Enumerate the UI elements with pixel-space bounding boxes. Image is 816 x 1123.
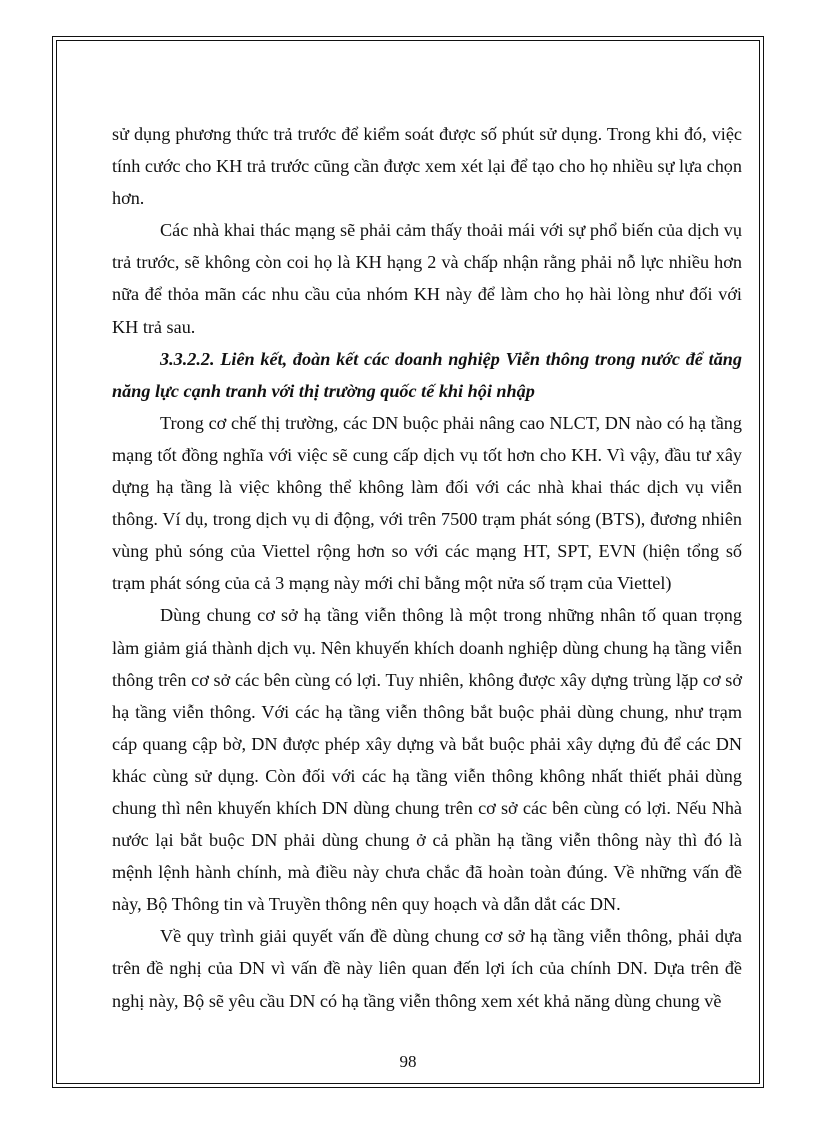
section-heading: 3.3.2.2. Liên kết, đoàn kết các doanh nghiệp Viễn thông trong nước để tăng năng lực cạnh tranh với thị trường quốc tế khi hội nhập [112,348,742,401]
paragraph-continuation: sử dụng phương thức trả trước để kiểm soát được số phút sử dụng. Trong khi đó, việc tính cước cho KH trả trước cũng cần được xem xét lại để tạo cho họ nhiều sự lựa chọn hơn. [112,124,742,209]
paragraph-prepaid-operators: Các nhà khai thác mạng sẽ phải cảm thấy thoải mái với sự phổ biến của dịch vụ trả trước, sẽ không còn coi họ là KH hạng 2 và chấp nhận rằng phải nỗ lực nhiều hơn nữa để thỏa mãn các nhu cầu của nhóm KH này để làm cho họ hài lòng như đối với KH trả sau. [112,220,742,337]
paragraph-market-mechanism: Trong cơ chế thị trường, các DN buộc phải nâng cao NLCT, DN nào có hạ tầng mạng tốt đồng nghĩa với việc sẽ cung cấp dịch vụ tốt hơn cho KH. Vì vậy, đầu tư xây dựng hạ tầng là việc không thể không làm đối với các nhà khai thác dịch vụ viễn thông. Ví dụ, trong dịch vụ di động, với trên 7500 trạm phát sóng (BTS), đương nhiên vùng phủ sóng của Viettel rộng hơn so với các mạng HT, SPT, EVN (hiện tổng số trạm phát sóng của cả 3 mạng này mới chỉ bằng một nửa số trạm của Viettel) [112,412,742,594]
paragraph-shared-infrastructure: Dùng chung cơ sở hạ tầng viễn thông là một trong những nhân tố quan trọng làm giảm giá thành dịch vụ. Nên khuyến khích doanh nghiệp dùng chung hạ tầng viễn thông trên cơ sở các bên cùng có lợi. Tuy nhiên, không được xây dựng trùng lặp cơ sở hạ tầng viễn thông. Với các hạ tầng viễn thông bắt buộc phải dùng chung, như trạm cáp quang cập bờ, DN được phép xây dựng và bắt buộc phải xây dựng đủ để các DN khác cùng sử dụng. Còn đối với các hạ tầng viễn thông không nhất thiết phải dùng chung thì nên khuyến khích DN dùng chung trên cơ sở các bên cùng có lợi. Nếu Nhà nước lại bắt buộc DN phải dùng chung ở cả phần hạ tầng viễn thông này thì đó là mệnh lệnh hành chính, mà điều này chưa chắc đã hoàn toàn đúng. Về những vấn đề này, Bộ Thông tin và Truyền thông nên quy hoạch và dẫn dắt các DN. [112,605,742,915]
page-number: 98 [399,1052,417,1071]
document-body [112,118,742,1017]
paragraph-process: Về quy trình giải quyết vấn đề dùng chung cơ sở hạ tầng viễn thông, phải dựa trên đề nghị của DN vì vấn đề này liên quan đến lợi ích của chính DN. Dựa trên đề nghị này, Bộ sẽ yêu cầu DN có hạ tầng viễn thông xem xét khả năng dùng chung về [112,926,742,1011]
